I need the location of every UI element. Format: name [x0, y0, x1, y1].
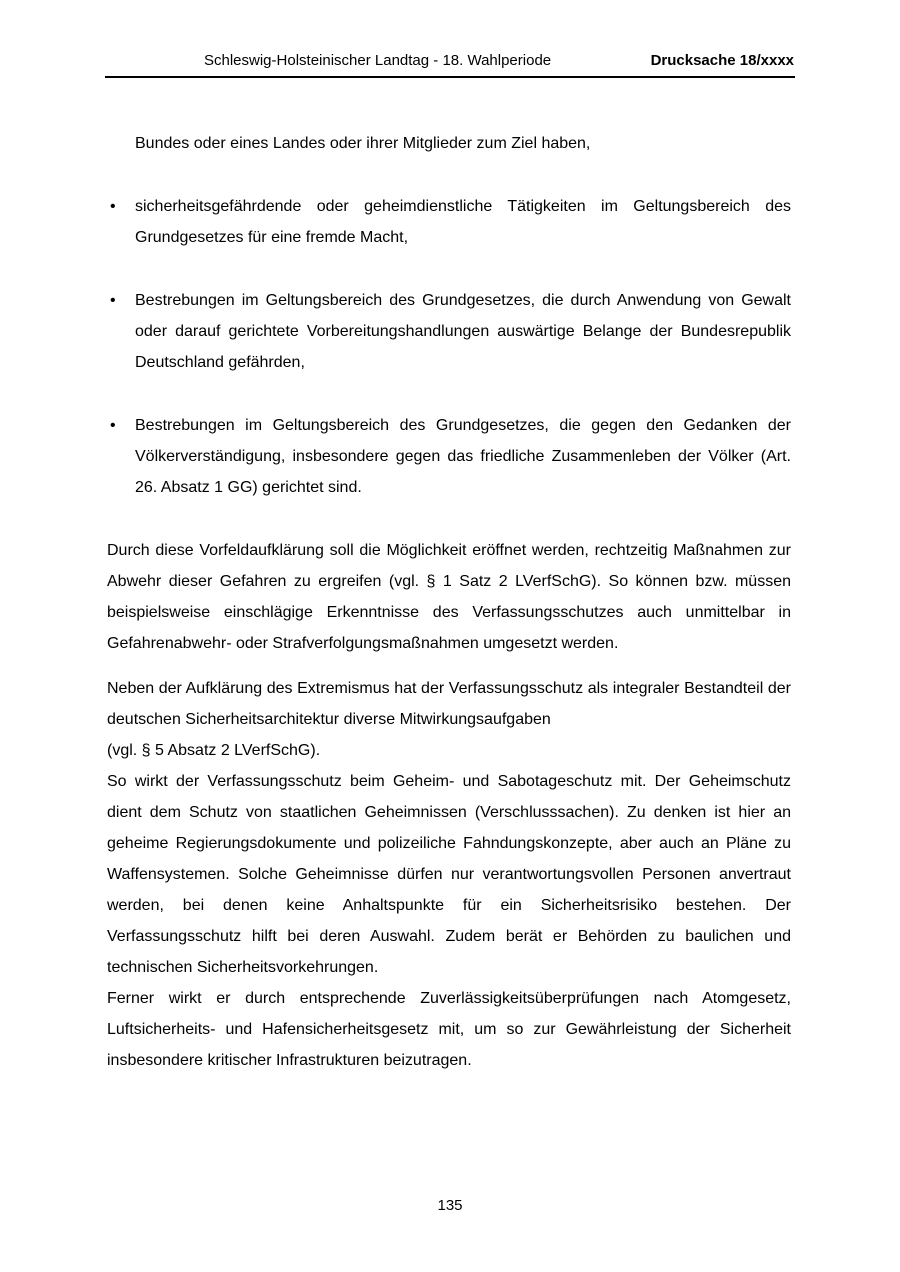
- header-title: Schleswig-Holsteinischer Landtag - 18. Wahlperiode: [204, 52, 552, 69]
- bullet-text: Bestrebungen im Geltungsbereich des Grundgesetzes, die gegen den Gedanken der Völkerverständigung, insbesondere gegen das friedliche Zusammenleben der Völker (Art. 26. Absatz 1 GG) gerichtet sind.: [135, 417, 791, 496]
- page-number: 135: [437, 1197, 463, 1214]
- paragraph-line: (vgl. § 5 Absatz 2 LVerfSchG).: [107, 742, 321, 759]
- paragraph: [107, 673, 791, 1076]
- bullet-item: [107, 410, 791, 503]
- document-body: [107, 128, 791, 1076]
- header-drucksache-number: Drucksache 18/xxxx: [650, 52, 794, 69]
- bullet-list: [107, 191, 791, 503]
- paragraph-line: Neben der Aufklärung des Extremismus hat der Verfassungsschutz als integraler Bestandteil der deutschen Sicherheitsarchitektur diverse Mitwirkungsaufgaben: [107, 680, 791, 728]
- bullet-item: [107, 285, 791, 378]
- paragraph-line: Durch diese Vorfeldaufklärung soll die Möglichkeit eröffnet werden, rechtzeitig Maßnahmen zur Abwehr dieser Gefahren zu ergreifen (vgl. § 1 Satz 2 LVerfSchG). So können bzw. müssen beispielsweise einschlägige Erkenntnisse des Verfassungsschutzes auch unmittelbar in Gefahrenabwehr- oder Strafverfolgungsmaßnahmen umgesetzt werden.: [107, 542, 791, 652]
- paragraph: [107, 535, 791, 659]
- paragraph-line: Ferner wirkt er durch entsprechende Zuverlässigkeitsüberprüfungen nach Atomgesetz, Luftsicherheits- und Hafensicherheitsgesetz mit, um so zur Gewährleistung der Sicherheit insbesondere kritischer Infrastrukturen beizutragen.: [107, 990, 791, 1069]
- bullet-marker-icon: •: [110, 198, 116, 215]
- bullet-marker-icon: •: [110, 292, 116, 309]
- bullet-text: Bestrebungen im Geltungsbereich des Grundgesetzes, die durch Anwendung von Gewalt oder darauf gerichtete Vorbereitungshandlungen auswärtige Belange der Bundesrepublik Deutschland gefährden,: [135, 292, 791, 371]
- header-divider: [105, 76, 795, 78]
- page-header: [106, 0, 794, 70]
- paragraph-line: So wirkt der Verfassungsschutz beim Geheim- und Sabotageschutz mit. Der Geheimschutz dient dem Schutz von staatlichen Geheimnissen (Verschlusssachen). Zu denken ist hier an geheime Regierungsdokumente und polizeiliche Fahndungskonzepte, aber auch an Pläne zu Waffensystemen. Solche Geheimnisse dürfen nur verantwortungsvollen Personen anvertraut werden, bei denen keine Anhaltspunkte für ein Sicherheitsrisiko bestehen. Der Verfassungsschutz hilft bei deren Auswahl. Zudem berät er Behörden zu baulichen und technischen Sicherheitsvorkehrungen.: [107, 773, 791, 976]
- carryover-text: Bundes oder eines Landes oder ihrer Mitglieder zum Ziel haben,: [135, 135, 591, 152]
- bullet-text: sicherheitsgefährdende oder geheimdienstliche Tätigkeiten im Geltungsbereich des Grundgesetzes für eine fremde Macht,: [135, 198, 791, 246]
- bullet-item: [107, 191, 791, 253]
- paragraphs: [107, 535, 791, 1076]
- bullet-marker-icon: •: [110, 417, 116, 434]
